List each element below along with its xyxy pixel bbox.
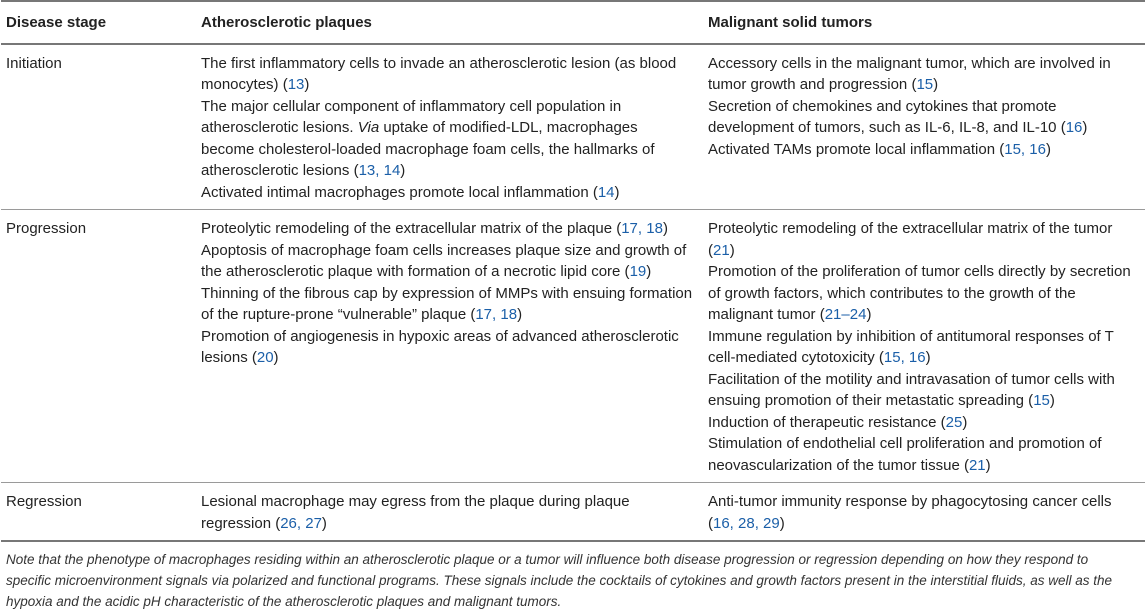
entry-text: Proteolytic remodeling of the extracellular matrix of the tumor ( bbox=[708, 220, 1113, 259]
reference-link[interactable]: 15 bbox=[916, 76, 934, 93]
entry-text: uptake of modified-LDL, macrophages become cholesterol-loaded macrophage foam cells, the hallmarks of atherosclerotic lesions ( bbox=[201, 119, 655, 179]
reference-link[interactable]: 26, 27 bbox=[280, 514, 322, 532]
macrophage-comparison-table bbox=[1, 0, 1145, 542]
cell-entry bbox=[708, 53, 1138, 96]
italic-text: Via bbox=[357, 119, 380, 136]
reference-link[interactable]: 17, 18 bbox=[621, 220, 663, 237]
cell-entry bbox=[708, 218, 1138, 261]
cell-entry bbox=[708, 96, 1138, 139]
cell-entry bbox=[708, 491, 1138, 534]
cell-entry bbox=[201, 53, 695, 96]
entry-text: Immune regulation by inhibition of antitumoral responses of T cell-mediated cytotoxicity ( bbox=[708, 327, 1114, 366]
reference-link[interactable]: 21 bbox=[713, 241, 730, 259]
entry-text: ) bbox=[1082, 119, 1088, 136]
regression-tumor-cell bbox=[703, 483, 1145, 542]
cell-entry bbox=[708, 433, 1138, 476]
entry-text: Thinning of the fibrous cap by expression of MMPs with ensuing formation of the rupture-prone “vulnerable” plaque ( bbox=[201, 284, 693, 323]
table-footnote: Note that the phenotype of macrophages residing within an atherosclerotic plaque or a tumor will influence both disease progression or regression depending on how they respond to specific microenvironment signals via polarized and functional programs. These signals include the cocktails of cytokines and growth factors present in the interstitial fluids, as well as the hypoxia and the acidic pH characteristic of the atherosclerotic plaques and malignant tumors. bbox=[6, 552, 1113, 609]
entry-text: Promotion of angiogenesis in hypoxic areas of advanced atherosclerotic lesions ( bbox=[201, 327, 679, 366]
entry-text: Activated intimal macrophages promote local inflammation ( bbox=[201, 183, 598, 201]
entry-text: The first inflammatory cells to invade an atherosclerotic lesion (as blood monocytes) ( bbox=[201, 54, 677, 93]
entry-text: Apoptosis of macrophage foam cells increases plaque size and growth of the atherosclerotic plaque with formation of a necrotic lipid core ( bbox=[201, 241, 687, 280]
progression-athero-cell bbox=[193, 210, 703, 483]
table-header-row bbox=[1, 1, 1145, 44]
entry-text: Lesional macrophage may egress from the plaque during plaque regression ( bbox=[201, 493, 630, 532]
reference-link[interactable]: 21–24 bbox=[824, 306, 867, 323]
header-disease-stage: Disease stage bbox=[6, 14, 107, 31]
reference-link[interactable]: 19 bbox=[629, 263, 647, 280]
entry-text: Facilitation of the motility and intravasation of tumor cells with ensuing promotion of their metastatic spreading ( bbox=[708, 370, 1115, 409]
header-malignant-solid-tumors: Malignant solid tumors bbox=[708, 14, 873, 31]
entry-text: Activated TAMs promote local inflammation ( bbox=[708, 140, 1005, 158]
row-progression bbox=[1, 210, 1145, 483]
reference-link[interactable]: 16 bbox=[1065, 119, 1083, 136]
reference-link[interactable]: 13 bbox=[287, 76, 305, 93]
entry-text: ) bbox=[400, 162, 406, 179]
cell-entry bbox=[201, 218, 695, 240]
initiation-tumor-cell bbox=[703, 44, 1145, 210]
initiation-athero-cell bbox=[193, 44, 703, 210]
reference-link[interactable]: 21 bbox=[968, 456, 986, 474]
reference-link[interactable]: 15, 16 bbox=[1004, 140, 1046, 158]
entry-text: ) bbox=[1049, 392, 1055, 409]
entry-text: ) bbox=[273, 349, 279, 366]
cell-entry bbox=[201, 182, 695, 204]
cell-entry bbox=[201, 326, 695, 369]
reference-link[interactable]: 13, 14 bbox=[358, 162, 401, 179]
entry-text: ) bbox=[662, 220, 668, 237]
row-regression bbox=[1, 483, 1145, 542]
entry-text: ) bbox=[866, 306, 872, 323]
header-atherosclerotic-plaques: Atherosclerotic plaques bbox=[201, 14, 372, 31]
cell-entry bbox=[708, 139, 1138, 161]
entry-text: Induction of therapeutic resistance ( bbox=[708, 413, 946, 431]
stage-label-regression: Regression bbox=[6, 493, 82, 510]
cell-entry bbox=[708, 412, 1138, 434]
reference-link[interactable]: 17, 18 bbox=[475, 306, 518, 323]
entry-text: ) bbox=[304, 76, 310, 93]
cell-entry bbox=[708, 326, 1138, 369]
entry-text: Proteolytic remodeling of the extracellular matrix of the plaque ( bbox=[201, 220, 622, 237]
entry-text: Stimulation of endothelial cell proliferation and promotion of neovascularization of the tumor tissue ( bbox=[708, 435, 1102, 474]
entry-text: ) bbox=[321, 514, 327, 532]
cell-entry bbox=[201, 283, 695, 326]
cell-entry bbox=[708, 369, 1138, 412]
cell-entry bbox=[201, 240, 695, 283]
stage-label-initiation: Initiation bbox=[6, 54, 62, 72]
entry-text: ) bbox=[779, 514, 785, 532]
regression-athero-cell bbox=[193, 483, 703, 542]
cell-entry bbox=[708, 261, 1138, 326]
reference-link[interactable]: 15 bbox=[1033, 392, 1050, 409]
row-initiation bbox=[1, 44, 1145, 210]
reference-link[interactable]: 25 bbox=[945, 413, 963, 431]
entry-text: ) bbox=[729, 241, 735, 259]
entry-text: ) bbox=[1045, 140, 1051, 158]
reference-link[interactable]: 20 bbox=[256, 349, 274, 366]
reference-link[interactable]: 16, 28, 29 bbox=[713, 514, 780, 532]
stage-label-progression: Progression bbox=[6, 220, 87, 237]
entry-text: The major cellular component of inflammatory cell population in atherosclerotic lesions. bbox=[201, 97, 622, 136]
entry-text: Promotion of the proliferation of tumor cells directly by secretion of growth factors, which contributes to the growth of the malignant tumor ( bbox=[708, 263, 1131, 323]
reference-link[interactable]: 14 bbox=[597, 183, 615, 201]
cell-entry bbox=[201, 491, 695, 534]
entry-text: Anti-tumor immunity response by phagocytosing cancer cells ( bbox=[708, 493, 1112, 532]
entry-text: Secretion of chemokines and cytokines that promote development of tumors, such as IL-6, IL-8, and IL-10 ( bbox=[708, 97, 1066, 136]
entry-text: ) bbox=[517, 306, 523, 323]
entry-text: ) bbox=[985, 456, 991, 474]
entry-text: ) bbox=[646, 263, 652, 280]
entry-text: ) bbox=[962, 413, 968, 431]
cell-entry bbox=[201, 96, 695, 182]
progression-tumor-cell bbox=[703, 210, 1145, 483]
entry-text: ) bbox=[933, 76, 939, 93]
entry-text: ) bbox=[925, 349, 931, 366]
entry-text: ) bbox=[614, 183, 620, 201]
entry-text: Accessory cells in the malignant tumor, which are involved in tumor growth and progression ( bbox=[708, 54, 1111, 93]
reference-link[interactable]: 15, 16 bbox=[883, 349, 926, 366]
